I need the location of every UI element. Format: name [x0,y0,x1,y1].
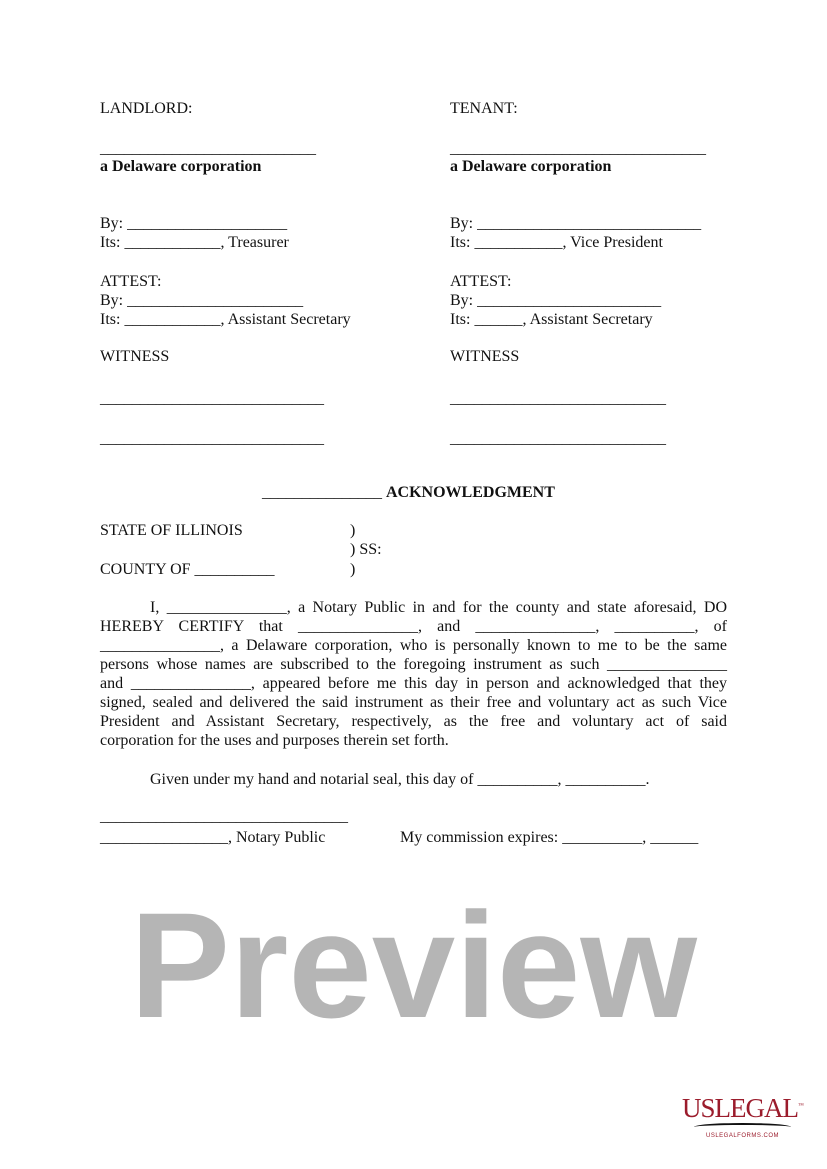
landlord-attest: ATTEST: [100,273,162,290]
paragraph-line: corporation for the uses and purposes therein set forth. [100,732,449,749]
paragraph-line: HEREBY CERTIFY that _______________, and _______________, __________, of [100,618,727,635]
tenant-attest-by: By: _______________________ [450,292,662,309]
ss-label: ) SS: [350,541,382,558]
landlord-attest-by: By: ______________________ [100,292,304,309]
landlord-label: LANDLORD: [100,100,193,117]
tenant-name-line: ________________________________ [450,140,706,157]
preview-watermark: Preview [129,881,698,1049]
tenant-witness-line-1: ___________________________ [450,390,666,407]
county-line: COUNTY OF __________ [100,561,275,578]
notary-signature-line: _______________________________ [100,808,348,825]
ack-title-text: ACKNOWLEDGMENT [386,484,555,501]
paren-3: ) [350,561,356,578]
tenant-attest: ATTEST: [450,273,512,290]
paragraph-line: _______________, a Delaware corporation, who is personally known to me to be the same [100,637,727,654]
logo-name: USLEGAL [682,1093,799,1123]
tenant-by: By: ____________________________ [450,215,702,232]
commission-expires: My commission expires: __________, ______ [400,829,699,846]
notary-public: ________________, Notary Public [100,829,326,846]
state-line: STATE OF ILLINOIS [100,522,243,539]
tenant-corp: a Delaware corporation [450,158,612,175]
given-line: Given under my hand and notarial seal, this day of __________, __________. [150,771,650,788]
paren-1: ) [350,522,356,539]
tenant-witness: WITNESS [450,348,520,365]
paragraph-line: and _______________, appeared before me this day in person and acknowledged that they [100,675,727,692]
landlord-witness-line-1: ____________________________ [100,390,324,407]
paragraph-line: I, _______________, a Notary Public in and for the county and state aforesaid, DO [150,599,727,616]
landlord-its: Its: ____________, Treasurer [100,234,289,251]
landlord-witness-line-2: ____________________________ [100,430,324,447]
paragraph-line: signed, sealed and delivered the said instrument as their free and voluntary act as such Vice [100,694,727,711]
tenant-attest-its: Its: ______, Assistant Secretary [450,311,653,328]
ack-title-blank: _______________ [262,484,382,501]
landlord-attest-its: Its: ____________, Assistant Secretary [100,311,351,328]
paragraph-line: President and Assistant Secretary, respectively, as the free and voluntary act of said [100,713,727,730]
tenant-witness-line-2: ___________________________ [450,430,666,447]
landlord-witness: WITNESS [100,348,170,365]
landlord-name-line: ___________________________ [100,140,316,157]
tenant-its: Its: ___________, Vice President [450,234,663,251]
landlord-by: By: ____________________ [100,215,288,232]
ack-title [262,484,555,502]
uslegal-logo [680,1092,805,1140]
logo-url: USLEGALFORMS.COM [705,1133,779,1139]
logo-tm: ™ [798,1103,803,1109]
eagle-wings-icon [694,1123,791,1131]
tenant-label: TENANT: [450,100,518,117]
landlord-corp: a Delaware corporation [100,158,262,175]
paragraph-line: persons whose names are subscribed to the foregoing instrument as such _______________ [100,656,727,673]
